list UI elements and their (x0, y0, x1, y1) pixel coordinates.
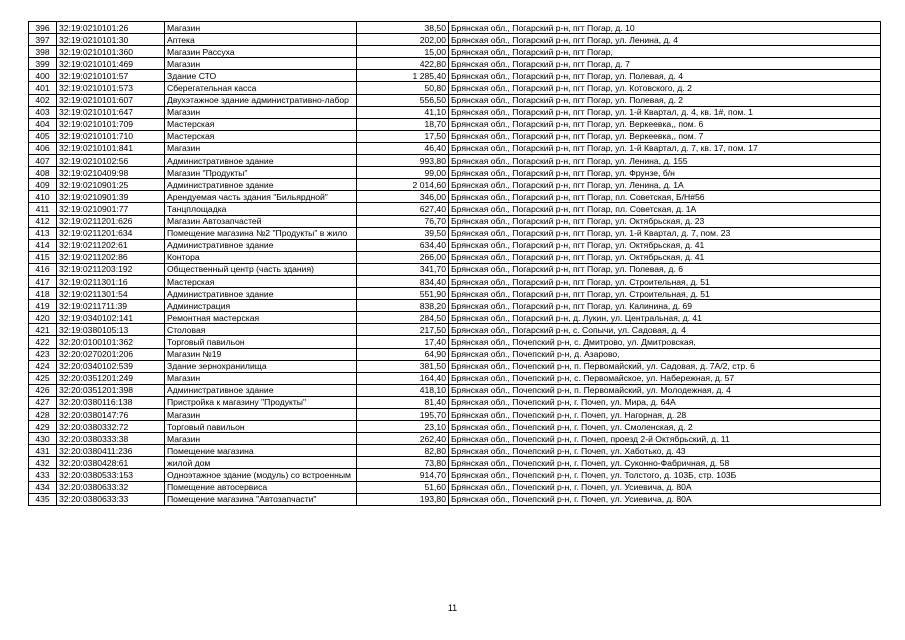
address-cell: Брянская обл., Почепский р-н, г. Почеп, ул. Усиевича, д. 80А (449, 493, 881, 505)
object-name-cell: Торговый павильон (165, 421, 357, 433)
cadastral-number-cell: 32:19:0210101:360 (57, 46, 165, 58)
area-cell: 46,40 (357, 142, 449, 154)
address-cell: Брянская обл., Почепский р-н, г. Почеп, проезд 2-й Октябрьский, д. 11 (449, 433, 881, 445)
address-cell: Брянская обл., Погарский р-н, с. Сопычи, ул. Садовая, д. 4 (449, 324, 881, 336)
cadastral-number-cell: 32:19:0210101:841 (57, 142, 165, 154)
cadastral-number-cell: 32:20:0380633:32 (57, 481, 165, 493)
table-row (29, 34, 881, 46)
row-number-cell: 396 (29, 22, 57, 34)
object-name-cell: Здание СТО (165, 70, 357, 82)
object-name-cell: Мастерская (165, 118, 357, 130)
object-name-cell: Здание зернохранилища (165, 360, 357, 372)
page-number: 11 (447, 603, 458, 613)
area-cell: 41,10 (357, 106, 449, 118)
area-cell: 217,50 (357, 324, 449, 336)
address-cell: Брянская обл., Почепский р-н, г. Почеп, ул. Мира, д. 64А (449, 396, 881, 408)
object-name-cell: жилой дом (165, 457, 357, 469)
address-cell: Брянская обл., Погарский р-н, пгт Погар, ул. 1-й Квартал, д. 4, кв. 1#, пом. 1 (449, 106, 881, 118)
table-row (29, 433, 881, 445)
table-row (29, 227, 881, 239)
row-number-cell: 425 (29, 372, 57, 384)
object-name-cell: Административное здание (165, 155, 357, 167)
object-name-cell: Административное здание (165, 384, 357, 396)
area-cell: 64,90 (357, 348, 449, 360)
address-cell: Брянская обл., Погарский р-н, пгт Погар, ул. Ленина, д. 155 (449, 155, 881, 167)
area-cell: 82,80 (357, 445, 449, 457)
cadastral-number-cell: 32:20:0380147:76 (57, 409, 165, 421)
table-row (29, 118, 881, 130)
address-cell: Брянская обл., Почепский р-н, п. Первомайский, ул. Садовая, д. 7А/2, стр. 6 (449, 360, 881, 372)
area-cell: 50,80 (357, 82, 449, 94)
address-cell: Брянская обл., Погарский р-н, пгт Погар, ул. 1-й Квартал, д. 7, пом. 23 (449, 227, 881, 239)
address-cell: Брянская обл., Погарский р-н, пгт Погар, ул. Полевая, д. 4 (449, 70, 881, 82)
area-cell: 627,40 (357, 203, 449, 215)
object-name-cell: Ремонтная мастерская (165, 312, 357, 324)
object-name-cell: Магазин (165, 106, 357, 118)
row-number-cell: 416 (29, 263, 57, 275)
property-table (28, 21, 881, 506)
cadastral-number-cell: 32:19:0210901:77 (57, 203, 165, 215)
table-row (29, 142, 881, 154)
cadastral-number-cell: 32:19:0210101:710 (57, 130, 165, 142)
table-row (29, 324, 881, 336)
table-row (29, 58, 881, 70)
area-cell: 914,70 (357, 469, 449, 481)
row-number-cell: 407 (29, 155, 57, 167)
object-name-cell: Административное здание (165, 239, 357, 251)
cadastral-number-cell: 32:20:0340102:539 (57, 360, 165, 372)
row-number-cell: 406 (29, 142, 57, 154)
object-name-cell: Помещение магазина №2 "Продукты" в жило (165, 227, 357, 239)
area-cell: 551,90 (357, 288, 449, 300)
area-cell: 2 014,60 (357, 179, 449, 191)
row-number-cell: 403 (29, 106, 57, 118)
area-cell: 346,00 (357, 191, 449, 203)
address-cell: Брянская обл., Погарский р-н, д. Лукин, ул. Центральная, д. 41 (449, 312, 881, 324)
object-name-cell: Торговый павильон (165, 336, 357, 348)
area-cell: 993,80 (357, 155, 449, 167)
cadastral-number-cell: 32:20:0380333:38 (57, 433, 165, 445)
cadastral-number-cell: 32:19:0211201:634 (57, 227, 165, 239)
cadastral-number-cell: 32:19:0340102:141 (57, 312, 165, 324)
table-row (29, 22, 881, 34)
row-number-cell: 435 (29, 493, 57, 505)
table-row (29, 384, 881, 396)
row-number-cell: 401 (29, 82, 57, 94)
row-number-cell: 427 (29, 396, 57, 408)
row-number-cell: 414 (29, 239, 57, 251)
cadastral-number-cell: 32:20:0380332:72 (57, 421, 165, 433)
table-row (29, 167, 881, 179)
cadastral-number-cell: 32:20:0351201:398 (57, 384, 165, 396)
table-row (29, 493, 881, 505)
address-cell: Брянская обл., Погарский р-н, пгт Погар, д. 10 (449, 22, 881, 34)
object-name-cell: Одноэтажное здание (модуль) со встроенным (165, 469, 357, 481)
table-row (29, 421, 881, 433)
table-row (29, 300, 881, 312)
row-number-cell: 430 (29, 433, 57, 445)
address-cell: Брянская обл., Погарский р-н, пгт Погар, пл. Советская, Б/Н#56 (449, 191, 881, 203)
cadastral-number-cell: 32:20:0270201:206 (57, 348, 165, 360)
object-name-cell: Арендуемая часть здания "Бильярдной" (165, 191, 357, 203)
row-number-cell: 426 (29, 384, 57, 396)
object-name-cell: Столовая (165, 324, 357, 336)
cadastral-number-cell: 32:19:0210409:98 (57, 167, 165, 179)
table-row (29, 203, 881, 215)
address-cell: Брянская обл., Почепский р-н, г. Почеп, ул. Усиевича, д. 80А (449, 481, 881, 493)
table-row (29, 106, 881, 118)
object-name-cell: Административное здание (165, 179, 357, 191)
address-cell: Брянская обл., Погарский р-н, пгт Погар, ул. Полевая, д. 6 (449, 263, 881, 275)
table-row (29, 360, 881, 372)
area-cell: 15,00 (357, 46, 449, 58)
table-row (29, 215, 881, 227)
area-cell: 73,80 (357, 457, 449, 469)
row-number-cell: 419 (29, 300, 57, 312)
area-cell: 17,50 (357, 130, 449, 142)
area-cell: 23,10 (357, 421, 449, 433)
area-cell: 39,50 (357, 227, 449, 239)
address-cell: Брянская обл., Погарский р-н, пгт Погар, д. 7 (449, 58, 881, 70)
area-cell: 838,20 (357, 300, 449, 312)
object-name-cell: Аптека (165, 34, 357, 46)
table-row (29, 179, 881, 191)
table-row (29, 288, 881, 300)
cadastral-number-cell: 32:20:0380116:138 (57, 396, 165, 408)
cadastral-number-cell: 32:19:0211202:61 (57, 239, 165, 251)
row-number-cell: 398 (29, 46, 57, 58)
cadastral-number-cell: 32:20:0351201:249 (57, 372, 165, 384)
object-name-cell: Магазин Рассуха (165, 46, 357, 58)
table-row (29, 251, 881, 263)
row-number-cell: 409 (29, 179, 57, 191)
cadastral-number-cell: 32:20:0100101:362 (57, 336, 165, 348)
address-cell: Брянская обл., Погарский р-н, пгт Погар, ул. Строительная, д. 51 (449, 288, 881, 300)
address-cell: Брянская обл., Почепский р-н, д. Азарово, (449, 348, 881, 360)
address-cell: Брянская обл., Почепский р-н, с. Дмитрово, ул. Дмитровская, (449, 336, 881, 348)
row-number-cell: 410 (29, 191, 57, 203)
table-row (29, 336, 881, 348)
row-number-cell: 431 (29, 445, 57, 457)
table-row (29, 396, 881, 408)
table-row (29, 263, 881, 275)
cadastral-number-cell: 32:19:0211203:192 (57, 263, 165, 275)
table-row (29, 46, 881, 58)
table-row (29, 409, 881, 421)
address-cell: Брянская обл., Погарский р-н, пгт Погар, (449, 46, 881, 58)
address-cell: Брянская обл., Погарский р-н, пгт Погар, ул. Ленина, д. 1А (449, 179, 881, 191)
object-name-cell: Магазин (165, 58, 357, 70)
area-cell: 18,70 (357, 118, 449, 130)
table-row (29, 130, 881, 142)
cadastral-number-cell: 32:19:0211201:626 (57, 215, 165, 227)
table-row (29, 155, 881, 167)
address-cell: Брянская обл., Погарский р-н, пгт Погар, ул. Фрунзе, б/н (449, 167, 881, 179)
object-name-cell: Магазин (165, 22, 357, 34)
row-number-cell: 415 (29, 251, 57, 263)
cadastral-number-cell: 32:20:0380428:61 (57, 457, 165, 469)
object-name-cell: Сберегательная касса (165, 82, 357, 94)
table-body (29, 22, 881, 506)
area-cell: 834,40 (357, 275, 449, 287)
cadastral-number-cell: 32:19:0211202:86 (57, 251, 165, 263)
address-cell: Брянская обл., Почепский р-н, п. Первомайский, ул. Молодежная, д. 4 (449, 384, 881, 396)
address-cell: Брянская обл., Почепский р-н, г. Почеп, ул. Суконно-Фабричная, д. 58 (449, 457, 881, 469)
row-number-cell: 424 (29, 360, 57, 372)
cadastral-number-cell: 32:19:0210101:30 (57, 34, 165, 46)
address-cell: Брянская обл., Погарский р-н, пгт Погар, ул. Октябрьская, д. 41 (449, 251, 881, 263)
table-row (29, 275, 881, 287)
area-cell: 1 285,40 (357, 70, 449, 82)
row-number-cell: 420 (29, 312, 57, 324)
area-cell: 81,40 (357, 396, 449, 408)
object-name-cell: Помещение автосервиса (165, 481, 357, 493)
cadastral-number-cell: 32:19:0211301:16 (57, 275, 165, 287)
table-row (29, 239, 881, 251)
address-cell: Брянская обл., Погарский р-н, пгт Погар, ул. Ленина, д. 4 (449, 34, 881, 46)
row-number-cell: 405 (29, 130, 57, 142)
cadastral-number-cell: 32:19:0380105:13 (57, 324, 165, 336)
address-cell: Брянская обл., Погарский р-н, пгт Погар, пл. Советская, д. 1А (449, 203, 881, 215)
address-cell: Брянская обл., Погарский р-н, пгт Погар, ул. 1-й Квартал, д. 7, кв. 17, пом. 17 (449, 142, 881, 154)
cadastral-number-cell: 32:19:0210101:709 (57, 118, 165, 130)
address-cell: Брянская обл., Погарский р-н, пгт Погар, ул. Калинина, д. 69 (449, 300, 881, 312)
object-name-cell: Административное здание (165, 288, 357, 300)
row-number-cell: 411 (29, 203, 57, 215)
table-row (29, 82, 881, 94)
cadastral-number-cell: 32:20:0380411:236 (57, 445, 165, 457)
address-cell: Брянская обл., Почепский р-н, г. Почеп, ул. Нагорная, д. 28 (449, 409, 881, 421)
table-row (29, 372, 881, 384)
area-cell: 556,50 (357, 94, 449, 106)
object-name-cell: Магазин (165, 409, 357, 421)
table-row (29, 457, 881, 469)
row-number-cell: 429 (29, 421, 57, 433)
area-cell: 195,70 (357, 409, 449, 421)
row-number-cell: 400 (29, 70, 57, 82)
area-cell: 341,70 (357, 263, 449, 275)
table-row (29, 70, 881, 82)
row-number-cell: 428 (29, 409, 57, 421)
row-number-cell: 404 (29, 118, 57, 130)
object-name-cell: Помещение магазина (165, 445, 357, 457)
object-name-cell: Магазин (165, 372, 357, 384)
property-table-sheet (28, 21, 880, 506)
address-cell: Брянская обл., Погарский р-н, пгт Погар, ул. Котовского, д. 2 (449, 82, 881, 94)
cadastral-number-cell: 32:19:0210101:57 (57, 70, 165, 82)
row-number-cell: 412 (29, 215, 57, 227)
object-name-cell: Помещение магазина "Автозапчасти" (165, 493, 357, 505)
object-name-cell: Пристройка к магазину "Продукты" (165, 396, 357, 408)
area-cell: 262,40 (357, 433, 449, 445)
object-name-cell: Администрация (165, 300, 357, 312)
area-cell: 634,40 (357, 239, 449, 251)
table-row (29, 312, 881, 324)
object-name-cell: Мастерская (165, 275, 357, 287)
object-name-cell: Контора (165, 251, 357, 263)
address-cell: Брянская обл., Погарский р-н, пгт Погар, ул. Веркеевка,, пом. 7 (449, 130, 881, 142)
row-number-cell: 413 (29, 227, 57, 239)
table-row (29, 445, 881, 457)
object-name-cell: Общественный центр (часть здания) (165, 263, 357, 275)
area-cell: 51,60 (357, 481, 449, 493)
row-number-cell: 434 (29, 481, 57, 493)
area-cell: 76,70 (357, 215, 449, 227)
row-number-cell: 397 (29, 34, 57, 46)
address-cell: Брянская обл., Погарский р-н, пгт Погар, ул. Строительная, д. 51 (449, 275, 881, 287)
object-name-cell: Магазин (165, 433, 357, 445)
object-name-cell: Магазин Автозапчастей (165, 215, 357, 227)
area-cell: 38,50 (357, 22, 449, 34)
area-cell: 164,40 (357, 372, 449, 384)
address-cell: Брянская обл., Погарский р-н, пгт Погар, ул. Полевая, д. 2 (449, 94, 881, 106)
cadastral-number-cell: 32:20:0380633:33 (57, 493, 165, 505)
object-name-cell: Магазин "Продукты" (165, 167, 357, 179)
cadastral-number-cell: 32:19:0210101:469 (57, 58, 165, 70)
address-cell: Брянская обл., Погарский р-н, пгт Погар, ул. Октябрьская, д. 23 (449, 215, 881, 227)
cadastral-number-cell: 32:19:0210101:647 (57, 106, 165, 118)
cadastral-number-cell: 32:20:0380533:153 (57, 469, 165, 481)
table-row (29, 481, 881, 493)
row-number-cell: 408 (29, 167, 57, 179)
address-cell: Брянская обл., Почепский р-н, с. Первомайское, ул. Набережная, д. 57 (449, 372, 881, 384)
row-number-cell: 402 (29, 94, 57, 106)
cadastral-number-cell: 32:19:0210102:56 (57, 155, 165, 167)
table-row (29, 94, 881, 106)
object-name-cell: Мастерская (165, 130, 357, 142)
cadastral-number-cell: 32:19:0211301:54 (57, 288, 165, 300)
area-cell: 17,40 (357, 336, 449, 348)
address-cell: Брянская обл., Почепский р-н, г. Почеп, ул. Хаботько, д. 43 (449, 445, 881, 457)
area-cell: 266,00 (357, 251, 449, 263)
row-number-cell: 418 (29, 288, 57, 300)
area-cell: 284,50 (357, 312, 449, 324)
object-name-cell: Магазин (165, 142, 357, 154)
row-number-cell: 432 (29, 457, 57, 469)
area-cell: 418,10 (357, 384, 449, 396)
row-number-cell: 417 (29, 275, 57, 287)
object-name-cell: Магазин №19 (165, 348, 357, 360)
table-row (29, 469, 881, 481)
row-number-cell: 399 (29, 58, 57, 70)
cadastral-number-cell: 32:19:0210101:573 (57, 82, 165, 94)
row-number-cell: 421 (29, 324, 57, 336)
area-cell: 202,00 (357, 34, 449, 46)
row-number-cell: 423 (29, 348, 57, 360)
address-cell: Брянская обл., Почепский р-н, г. Почеп, ул. Толстого, д. 103Б, стр. 103Б (449, 469, 881, 481)
cadastral-number-cell: 32:19:0210901:39 (57, 191, 165, 203)
address-cell: Брянская обл., Погарский р-н, пгт Погар, ул. Октябрьская, д. 41 (449, 239, 881, 251)
area-cell: 422,80 (357, 58, 449, 70)
object-name-cell: Танцплощадка (165, 203, 357, 215)
cadastral-number-cell: 32:19:0210901:25 (57, 179, 165, 191)
cadastral-number-cell: 32:19:0210101:607 (57, 94, 165, 106)
row-number-cell: 422 (29, 336, 57, 348)
cadastral-number-cell: 32:19:0210101:26 (57, 22, 165, 34)
area-cell: 193,80 (357, 493, 449, 505)
address-cell: Брянская обл., Погарский р-н, пгт Погар, ул. Веркеевка,, пом. 6 (449, 118, 881, 130)
address-cell: Брянская обл., Почепский р-н, г. Почеп, ул. Смоленская, д. 2 (449, 421, 881, 433)
object-name-cell: Двухэтажное здание административно-лабор (165, 94, 357, 106)
area-cell: 99,00 (357, 167, 449, 179)
table-row (29, 348, 881, 360)
cadastral-number-cell: 32:19:0211711:39 (57, 300, 165, 312)
row-number-cell: 433 (29, 469, 57, 481)
table-row (29, 191, 881, 203)
area-cell: 381,50 (357, 360, 449, 372)
